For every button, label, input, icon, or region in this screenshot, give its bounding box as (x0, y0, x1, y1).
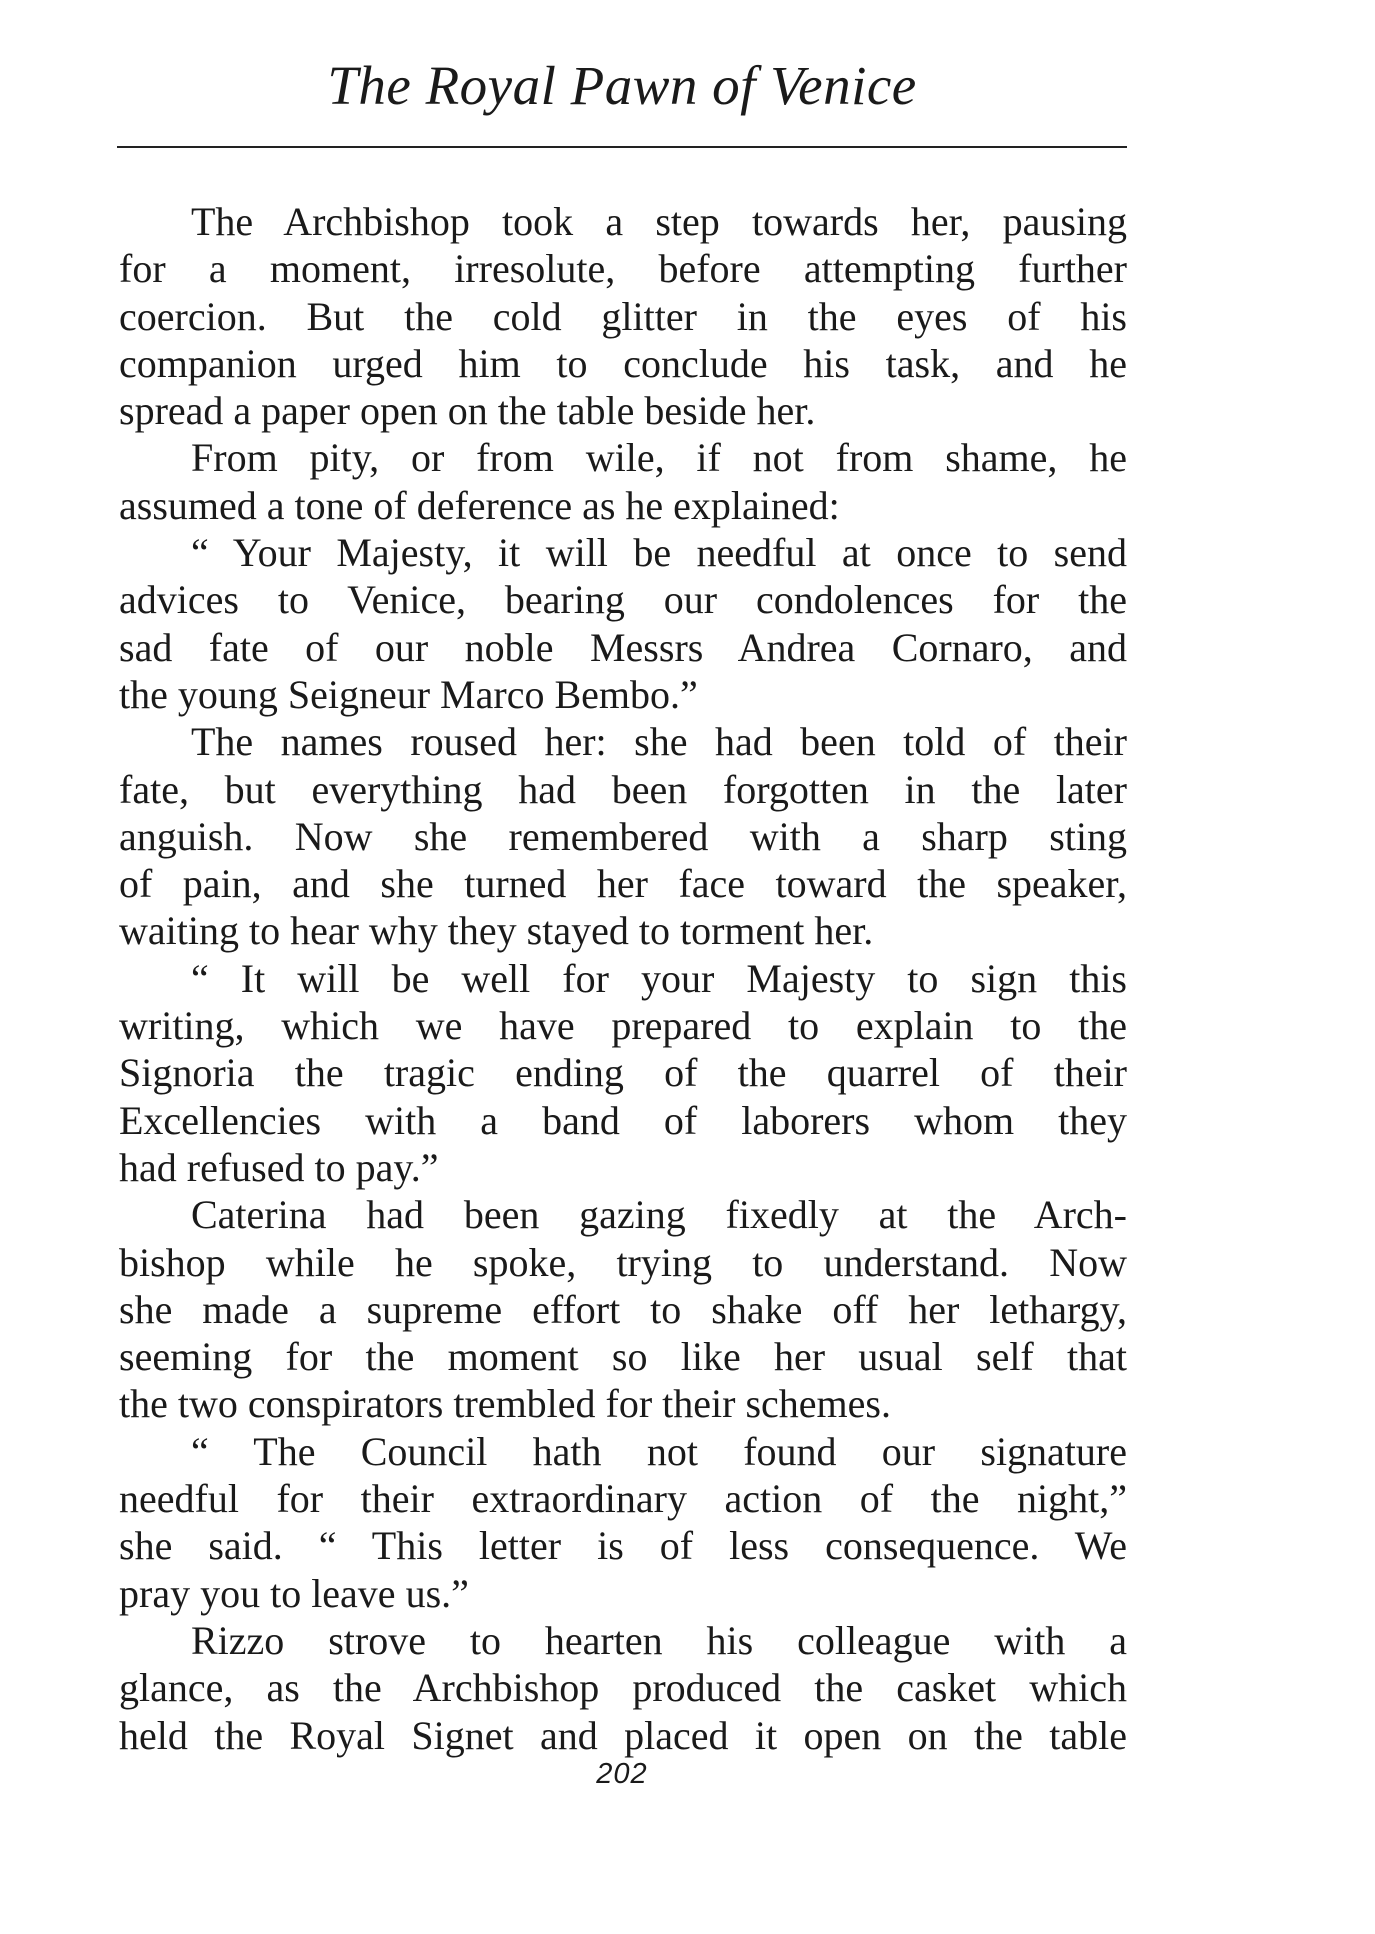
text-line: glance, as the Archbishop produced the casket which (119, 1665, 1127, 1711)
text-line: fate, but everything had been forgotten in the later (119, 766, 1127, 812)
text-line: had refused to pay.” (119, 1144, 439, 1190)
text-line: needful for their extraordinary action of the night,” (119, 1476, 1127, 1522)
text-line: companion urged him to conclude his task, and he (119, 340, 1127, 386)
text-line: seeming for the moment so like her usual self that (119, 1334, 1127, 1380)
running-head: The Royal Pawn of Venice (327, 55, 917, 116)
text-line: assumed a tone of deference as he explained: (119, 482, 840, 528)
text-line: “ The Council hath not found our signature (191, 1428, 1127, 1474)
text-line: the young Seigneur Marco Bembo.” (119, 671, 698, 717)
header-rule (117, 146, 1127, 148)
text-line: From pity, or from wile, if not from shame, he (191, 435, 1127, 481)
text-line: of pain, and she turned her face toward the speaker, (119, 861, 1127, 907)
text-line: she said. “ This letter is of less consequence. We (119, 1523, 1127, 1569)
text-line: she made a supreme effort to shake off her lethargy, (119, 1286, 1127, 1332)
text-line: pray you to leave us.” (119, 1570, 469, 1616)
text-line: “ It will be well for your Majesty to sign this (191, 955, 1127, 1001)
text-line: writing, which we have prepared to explain to the (119, 1003, 1127, 1049)
text-line: anguish. Now she remembered with a sharp sting (119, 813, 1127, 859)
text-line: The Archbishop took a step towards her, pausing (191, 199, 1127, 244)
text-line: advices to Venice, bearing our condolences for the (119, 577, 1127, 623)
text-line: for a moment, irresolute, before attempting further (119, 246, 1127, 292)
text-line: Caterina had been gazing fixedly at the Arch- (191, 1192, 1127, 1238)
text-line: bishop while he spoke, trying to understand. Now (119, 1239, 1127, 1285)
text-line: waiting to hear why they stayed to torment her. (119, 908, 874, 954)
text-line: Signoria the tragic ending of the quarrel of their (119, 1050, 1127, 1096)
text-line: held the Royal Signet and placed it open on the table (119, 1712, 1127, 1758)
page-number: 202 (596, 1758, 648, 1790)
text-line: spread a paper open on the table beside her. (119, 388, 816, 434)
text-line: Excellencies with a band of laborers whom they (119, 1097, 1127, 1143)
text-line: the two conspirators trembled for their schemes. (119, 1381, 891, 1427)
text-line: sad fate of our noble Messrs Andrea Cornaro, and (119, 624, 1127, 670)
text-line: Rizzo strove to hearten his colleague with a (191, 1617, 1127, 1663)
text-line: “ Your Majesty, it will be needful at once to send (191, 530, 1127, 576)
text-line: The names roused her: she had been told of their (191, 719, 1127, 765)
text-line: coercion. But the cold glitter in the eyes of his (119, 293, 1127, 339)
body-text (119, 198, 1127, 1759)
